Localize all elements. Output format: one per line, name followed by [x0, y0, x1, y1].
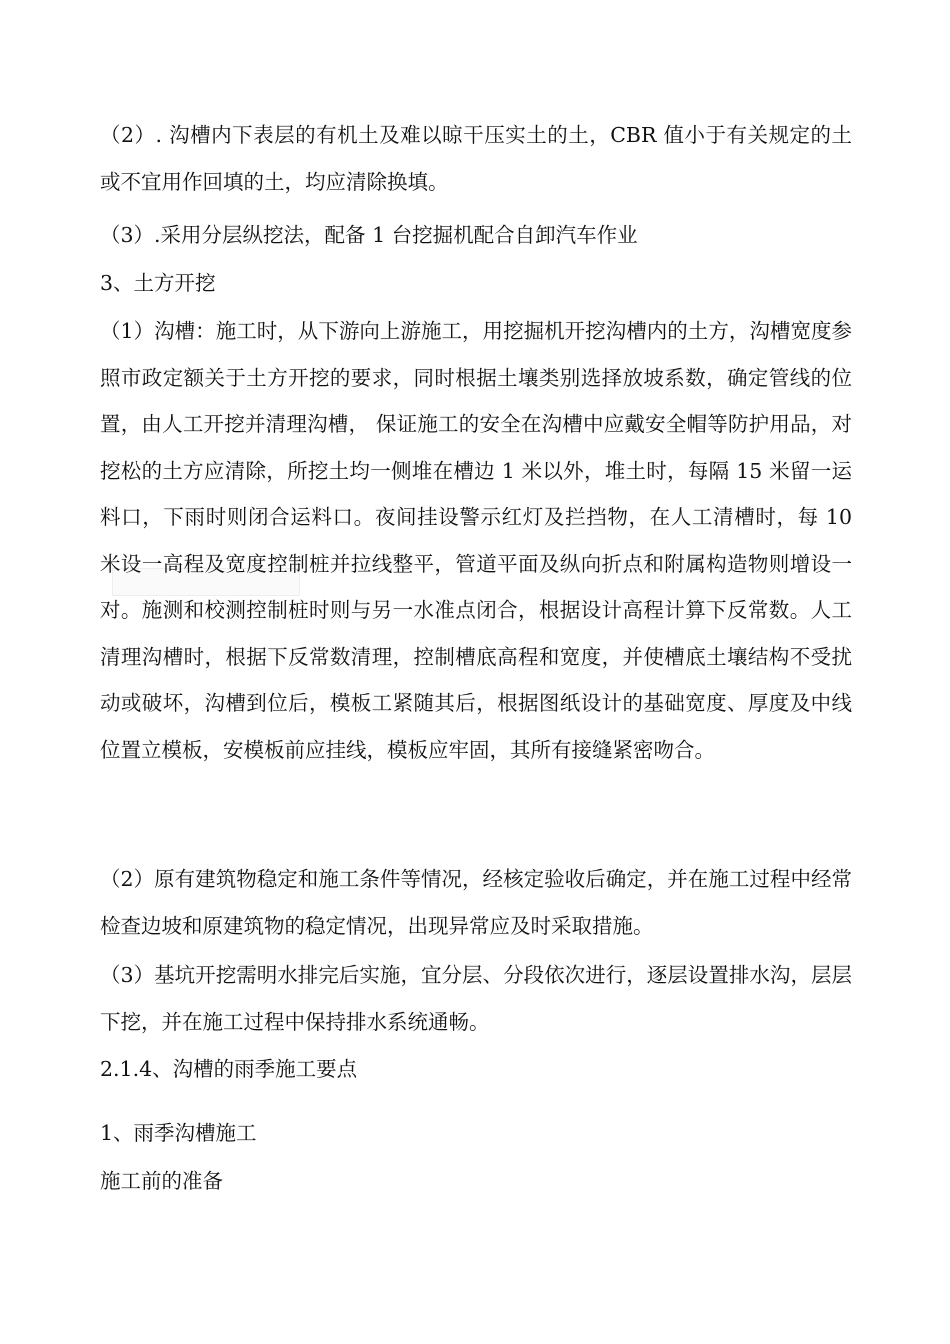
- paragraph-pit-drainage: （3）基坑开挖需明水排完后实施，宜分层、分段依次进行，逐层设置排水沟，层层下挖，并在施工过程中保持排水系统通畅。: [100, 963, 852, 1034]
- paragraph-building-stability: （2）原有建筑物稳定和施工条件等情况，经核定验收后确定，并在施工过程中经常检查边坡和原建筑物的稳定情况，出现异常应及时采取措施。: [100, 867, 852, 938]
- paragraph-excavation-method: （3）.采用分层纵挖法，配备 1 台挖掘机配合自卸汽车作业: [100, 223, 638, 247]
- paragraph-trench-excavation: （1）沟槽：施工时，从下游向上游施工，用挖掘机开挖沟槽内的土方，沟槽宽度参照市政定额关于土方开挖的要求，同时根据土壤类别选择放坡系数，确定管线的位置，由人工开挖并清理沟槽， 保证施工的安全在沟槽中应戴安全帽等防护用品，对挖松的土方应清除，所挖土均一侧堆在槽边 1 米以外，堆土时，每隔 15 米留一运料口，下雨时则闭合运料口。夜间挂设警示红灯及拦挡物，在人工清槽时，每 10 米设一高程及宽度控制桩并拉线整平，管道平面及纵向折点和附属构造物则增设一对。施测和校测控制桩时则与另一水准点闭合，根据设计高程计算下反常数。人工清理沟槽时，根据下反常数清理，控制槽底高程和宽度，并使槽底土壤结构不受扰动或破坏，沟槽到位后，模板工紧随其后，根据图纸设计的基础宽度、厚度及中线位置立模板，安模板前应挂线，模板应牢固，其所有接缝紧密吻合。: [100, 319, 852, 762]
- heading-rainy-season-points: 2.1.4、沟槽的雨季施工要点: [100, 1057, 358, 1081]
- heading-earthwork-excavation: 3、土方开挖: [100, 271, 216, 295]
- heading-preparation: 施工前的准备: [100, 1169, 223, 1193]
- heading-rainy-season-trench: 1、雨季沟槽施工: [100, 1121, 257, 1145]
- paragraph-backfill-requirement: （2）. 沟槽内下表层的有机土及难以晾干压实土的土，CBR 值小于有关规定的土或不宜用作回填的土，均应清除换填。: [100, 123, 852, 194]
